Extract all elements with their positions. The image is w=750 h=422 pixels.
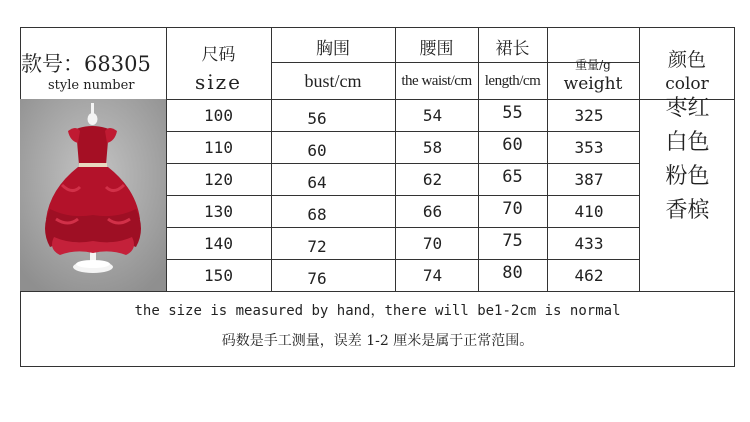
- cell-weight: 410: [574, 201, 604, 221]
- cell-waist: 54: [422, 105, 443, 125]
- size-header-zh: 尺码: [201, 44, 236, 65]
- bust-header-zh: 胸围: [316, 38, 350, 59]
- cell-bust: 72: [307, 236, 327, 256]
- weight-header-zh: 重量/g: [575, 57, 611, 72]
- length-header-en: length/cm: [484, 72, 541, 89]
- cell-bust: 64: [307, 172, 327, 192]
- note-english: the size is measured by hand，there will be1-2cm is normal: [134, 303, 621, 319]
- cell-weight: 433: [574, 233, 604, 253]
- color-option: 香槟: [665, 198, 710, 223]
- model-number-sub: style number: [48, 77, 135, 93]
- cell-waist: 58: [422, 137, 443, 157]
- cell-bust: 68: [307, 204, 327, 224]
- cell-length: 75: [502, 231, 523, 251]
- note-chinese: 码数是手工测量，误差 1-2 厘米是属于正常范围。: [221, 333, 534, 349]
- cell-weight: 462: [574, 265, 604, 285]
- cell-weight: 325: [574, 105, 604, 125]
- cell-length: 55: [502, 103, 523, 123]
- color-option: 枣红: [665, 96, 710, 121]
- waist-header-zh: 腰围: [419, 38, 454, 59]
- cell-length: 65: [502, 167, 523, 187]
- cell-waist: 62: [422, 169, 443, 189]
- cell-weight: 353: [574, 137, 604, 157]
- cell-length: 80: [502, 263, 523, 283]
- cell-size: 100: [204, 105, 233, 125]
- cell-size: 120: [204, 169, 233, 189]
- color-header-en: color: [665, 74, 709, 94]
- cell-size: 150: [204, 265, 233, 285]
- cell-bust: 56: [307, 108, 327, 128]
- cell-waist: 66: [422, 201, 443, 221]
- cell-size: 140: [204, 233, 233, 253]
- cell-length: 60: [502, 135, 523, 155]
- length-header-zh: 裙长: [495, 38, 530, 59]
- color-options: [640, 92, 735, 223]
- waist-header-en: the waist/cm: [401, 72, 472, 89]
- color-header-zh: 颜色: [667, 48, 706, 71]
- cell-weight: 387: [574, 169, 604, 189]
- divider: [20, 291, 735, 292]
- cell-waist: 74: [422, 265, 443, 285]
- color-option: 粉色: [665, 164, 710, 189]
- bust-header-en: bust/cm: [304, 70, 362, 91]
- size-header-en: size: [194, 70, 243, 94]
- weight-header-en: weight: [563, 74, 623, 94]
- cell-waist: 70: [422, 233, 443, 253]
- color-option: 白色: [665, 130, 710, 155]
- model-number: 款号：68305: [21, 52, 151, 76]
- cell-size: 110: [204, 137, 233, 157]
- cell-bust: 60: [307, 140, 327, 160]
- cell-size: 130: [204, 201, 233, 221]
- cell-bust: 76: [307, 268, 327, 288]
- cell-length: 70: [502, 199, 523, 219]
- dress-photo: [20, 99, 166, 291]
- dress-image: [20, 99, 166, 291]
